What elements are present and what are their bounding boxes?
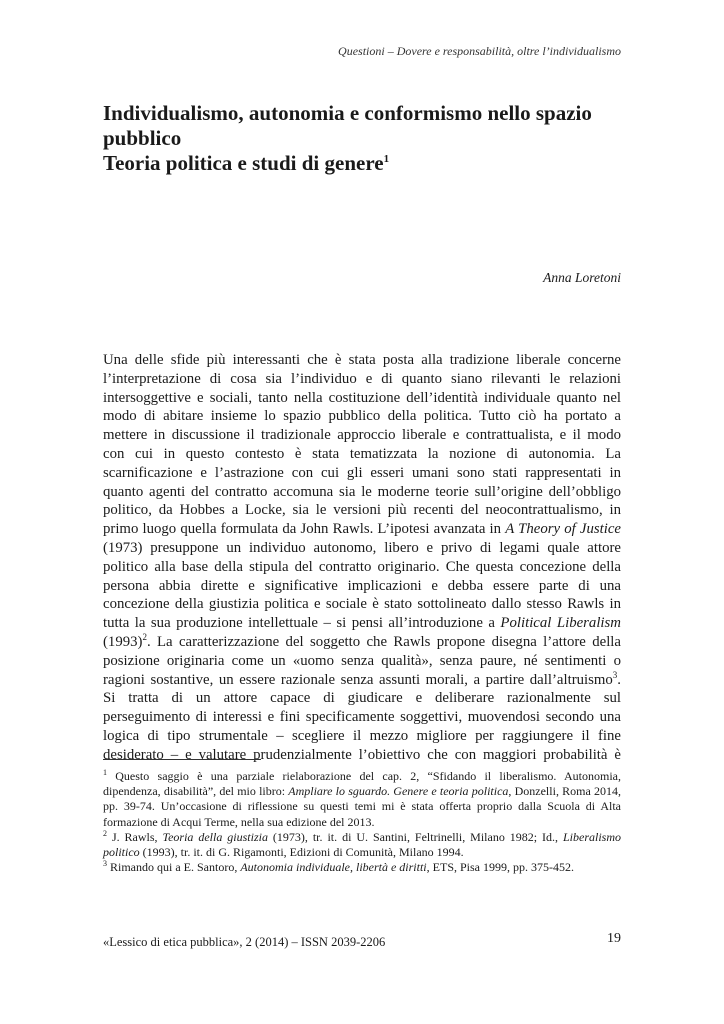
body-line: l’interpretazione di cosa sia l’individuo e di quanto siano rilevanti le relazioni (103, 370, 621, 387)
body-line: logica di tipo strumentale – scegliere il mezzo migliore per raggiungere il fine (103, 727, 621, 744)
italic-title: Ampliare lo sguardo. Genere e teoria politica (288, 784, 509, 799)
italic-title: Teoria della giustizia (162, 829, 268, 844)
italic-title: politico (103, 844, 140, 859)
author-name: Anna Loretoni (543, 270, 621, 285)
title-footnote-ref: 1 (383, 153, 390, 165)
footnote-divider (103, 759, 261, 760)
title-line-2: pubblico (103, 126, 182, 150)
body-line: Si tratta di un attore capace di giudicare e deliberare razionalmente sul (103, 690, 621, 707)
body-line: $(1993)^2$. La caratterizzazione del soggetto che Rawls propone disegna l’attore della (103, 632, 621, 650)
subtitle-text: Teoria politica e studi di genere (103, 151, 384, 175)
italic-title: A Theory of Justice (505, 521, 621, 538)
footnote-line: dipendenza, disabilità”, del mio libro: Ampliare lo sguardo. Genere e teoria politica, Donzelli, Roma 2014, (103, 784, 621, 799)
italic-title: Political Liberalism (500, 615, 621, 632)
body-line: modo di abitare insieme lo spazio pubblico della politica. Tutto ciò ha portato a (103, 408, 621, 425)
body-line: perseguimento di interessi e fini specificamente soggettivi, muovendosi secondo una (103, 709, 621, 726)
body-line: intersoggettive e sociali, tanto nella costituzione dell’identità individuale quanto nel (103, 389, 621, 406)
body-line: politico, da Hobbes a Locke, sia le versioni più recenti del neocontrattualismo, in (103, 502, 621, 519)
body-line: con cui in questo contesto è stata tematizzata la nozione di autonomia. La (103, 445, 621, 462)
footnote-ref: 2 (142, 632, 147, 643)
footnote-line: $^2$ J. Rawls, Teoria della giustizia (1973), tr. it. di U. Santini, Feltrinelli, Milano 1982; Id., Liberalismo (103, 828, 622, 844)
body-line: primo luogo quella formulata da John Rawls. L’ipotesi avanzata in A Theory of Justice (103, 521, 621, 538)
body-line: scarnificazione e l’astrazione con cui gli esseri umani sono stati rappresentati in (103, 464, 621, 481)
journal-citation: «Lessico di etica pubblica», 2 (2014) – ISSN 2039-2206 (103, 935, 386, 949)
body-line: desiderato – e valutare prudenzialmente l’obiettivo che con maggiori probabilità è (103, 746, 621, 763)
footnote-line: $^1$ Questo saggio è una parziale rielaborazione del cap. 2, “Sfidando il liberalismo. Autonomia, (103, 768, 621, 783)
body-line: persona abbia dirette e significative implicazioni e debba essere parte di una (103, 577, 621, 594)
footnote-line: $^3$ Rimando qui a E. Santoro, Autonomia individuale, libertà e diritti, ETS, Pisa 1999, pp. 375-452. (103, 859, 574, 875)
italic-title: Liberalismo (563, 829, 622, 844)
body-line: quanto agenti del contratto accomuna sia le moderne teorie sull’origine dell’obbligo (103, 483, 621, 500)
footnotes (103, 769, 621, 875)
body-line: (1973) presuppone un individuo autonomo, libero e privo di legami quale attore (103, 539, 621, 556)
italic-title: Autonomia individuale, libertà e diritti (240, 860, 427, 875)
page-number: 19 (607, 931, 621, 946)
body-line: ragioni sostantive, un essere razionale senza assunti morali, a partire dall’altruismo$^3$. (103, 669, 621, 688)
footnote-ref: 3 (612, 669, 618, 680)
title-line-1: Individualismo, autonomia e conformismo nello spazio (103, 101, 592, 125)
footnote-ref: 2 (103, 828, 107, 838)
article-subtitle (103, 151, 623, 176)
footnote-line: politico (1993), tr. it. di G. Rigamonti, Edizioni di Comunità, Milano 1994. (103, 844, 464, 859)
body-line: posizione originaria come un «uomo senza qualità», senza paure, né sentimenti o (103, 652, 621, 669)
footnote-ref: 3 (103, 859, 107, 869)
footnote-line: pp. 39-74. Un’occasione di riflessione su questi temi mi è stata offerta proprio dalla Scuola di Alta (103, 799, 621, 814)
footnote-line: formazione di Acqui Terme, nella sua edizione del 2013. (103, 814, 375, 829)
running-header: Questioni – Dovere e responsabilità, oltre l’individualismo (338, 44, 621, 58)
body-line: politico alla base della stipula del contratto originario. Che questa concezione della (103, 558, 621, 575)
body-line: concezione della giustizia politica e sociale è stato sottolineato dallo stesso Rawls in (103, 596, 621, 613)
article-title (103, 101, 623, 176)
body-line: tutta la sua produzione intellettuale – si pensi all’introduzione a Political Liberalism (103, 615, 621, 632)
body-paragraph (103, 351, 621, 765)
body-line: Una delle sfide più interessanti che è stata posta alla tradizione liberale concerne (103, 352, 621, 368)
body-line: mettere in discussione il tradizionale approccio liberale e contrattualista, e il modo (103, 427, 621, 444)
footnote-ref: 1 (103, 768, 107, 777)
